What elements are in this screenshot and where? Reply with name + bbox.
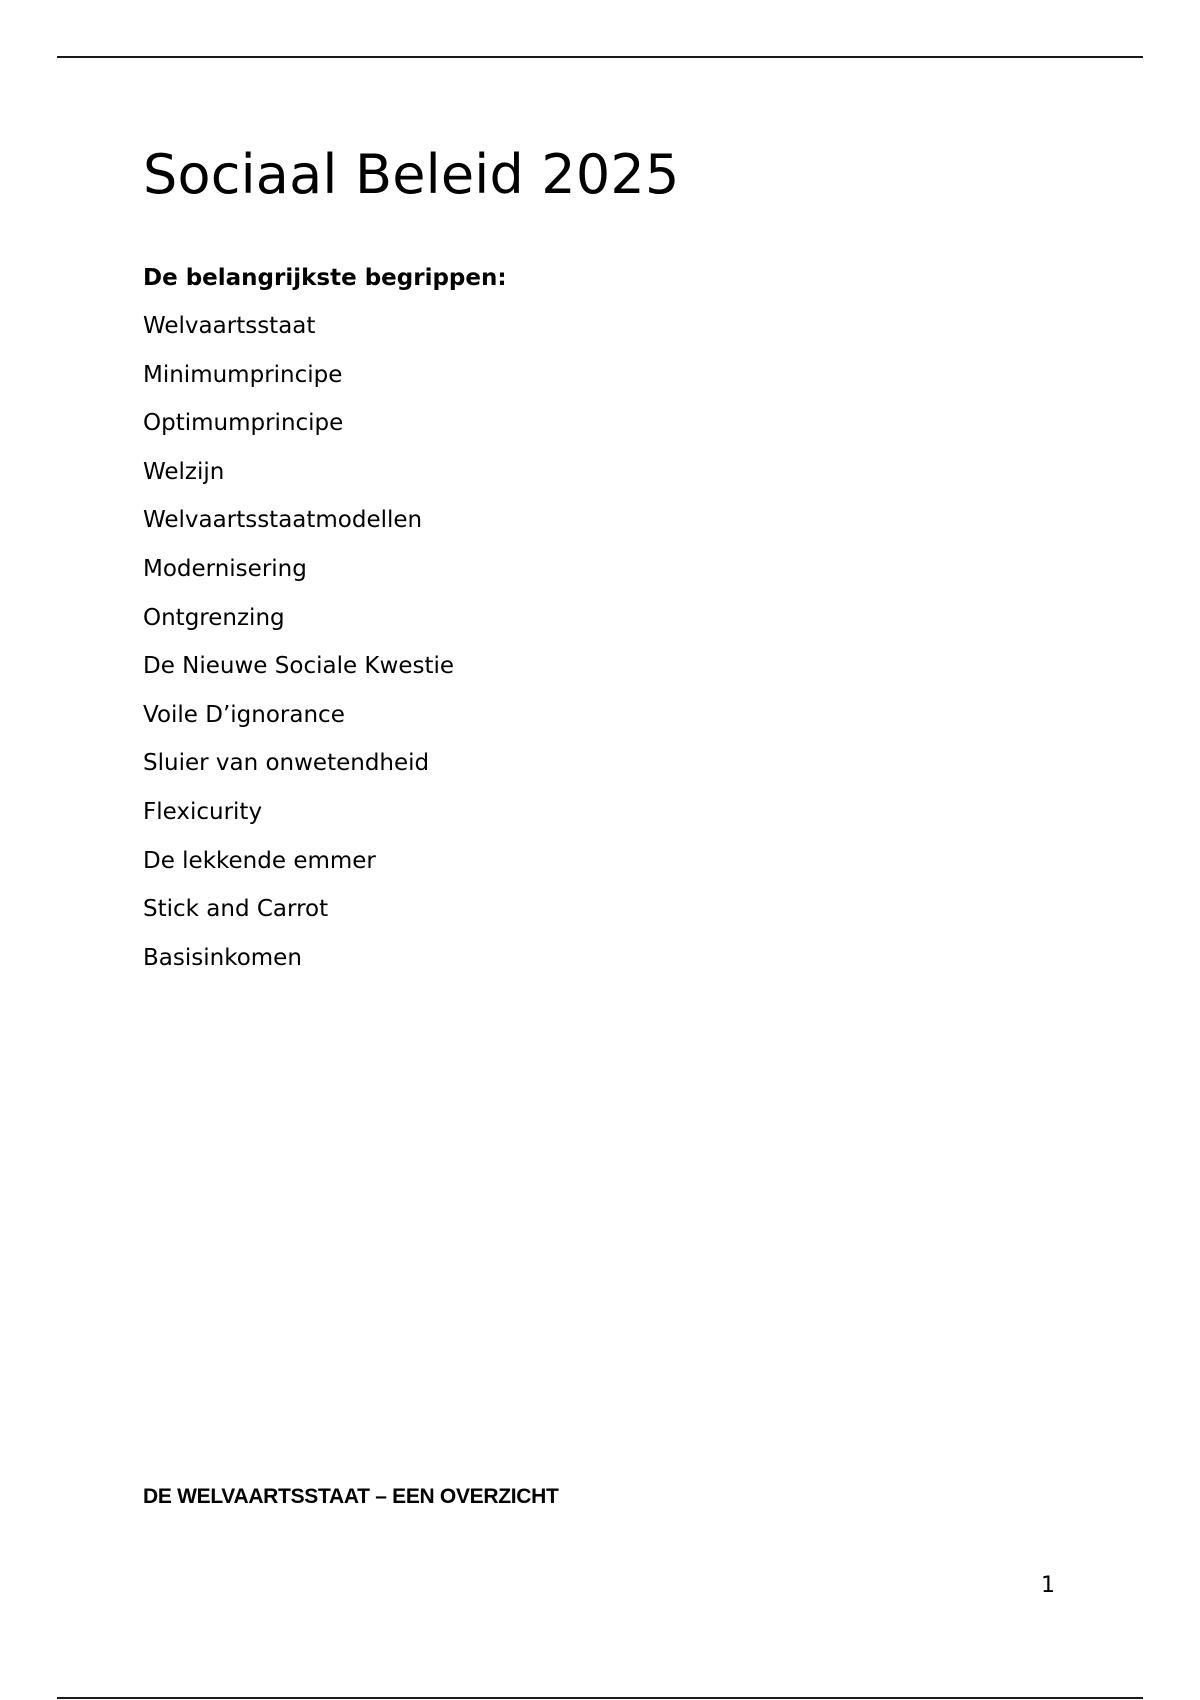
terms-list <box>143 309 1043 976</box>
term-item: Basisinkomen <box>143 944 302 971</box>
term-item: Flexicurity <box>143 798 263 825</box>
term-item: De lekkende emmer <box>143 847 376 874</box>
term-item: Sluier van onwetendheid <box>143 750 430 777</box>
term-item: Modernisering <box>143 555 307 582</box>
bottom-divider <box>57 1697 1143 1699</box>
document-body <box>143 140 1043 989</box>
term-item: Stick and Carrot <box>143 896 329 923</box>
term-item: Minimumprincipe <box>143 361 343 388</box>
term-item: De Nieuwe Sociale Kwestie <box>143 653 455 680</box>
term-item: Welvaartsstaatmodellen <box>143 507 423 534</box>
document-title: Sociaal Beleid 2025 <box>143 143 680 206</box>
page-number: 1 <box>1041 1573 1055 1598</box>
term-item: Voile D’ignorance <box>143 701 345 728</box>
term-item: Welvaartsstaat <box>143 313 316 339</box>
top-divider <box>57 56 1143 58</box>
term-item: Ontgrenzing <box>143 604 285 631</box>
footer-label: DE WELVAARTSSTAAT – EEN OVERZICHT <box>143 1485 559 1508</box>
term-item: Welzijn <box>143 458 225 485</box>
term-item: Optimumprincipe <box>143 410 344 437</box>
terms-heading: De belangrijkste begrippen: <box>143 265 507 291</box>
